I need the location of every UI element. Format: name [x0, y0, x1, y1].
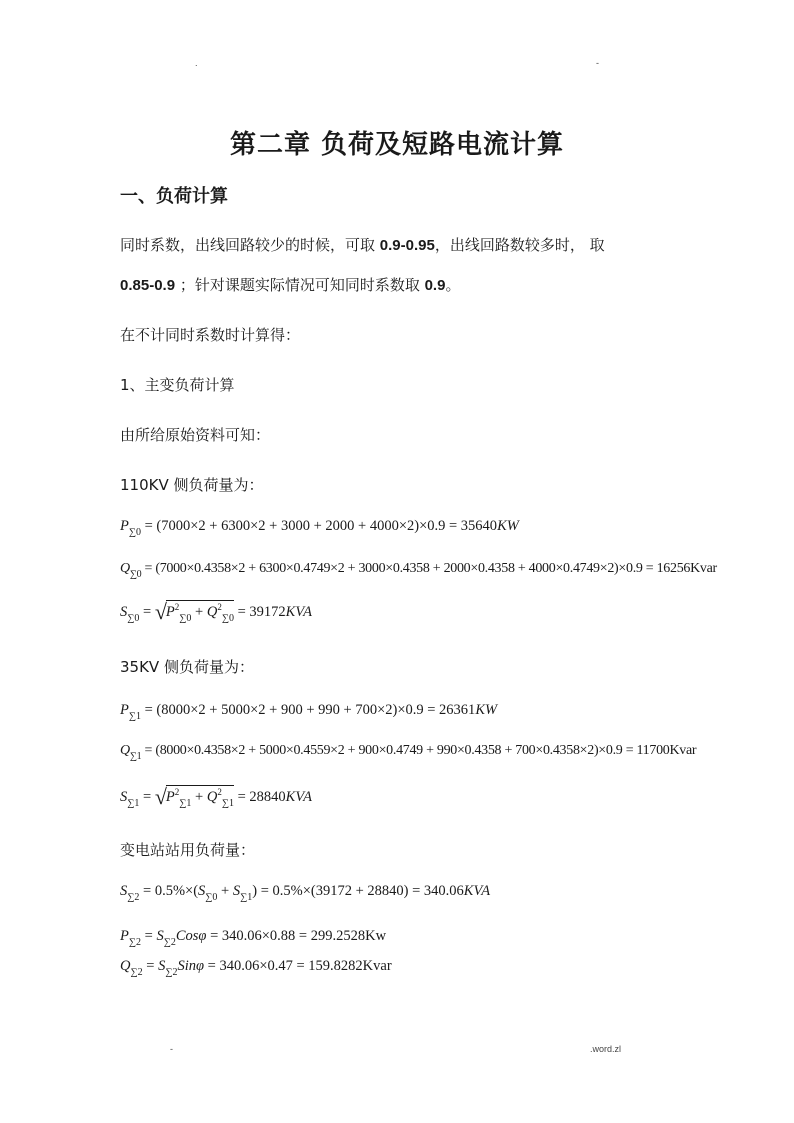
equation-q-sum0: $Q_{\sum 0} = (7000\times 0.4358\times 2 + 6300\times 0.4749\times 2 + 3000\times 0.4358 + 2000\times 0.4358 + 4000\times 0.4749\times 2)\times 0.9$ = 16256Kvar: [120, 561, 717, 580]
subheading-main-transformer: 1、主变负荷计算: [120, 376, 235, 394]
footer-right-mark: .word.zl: [590, 1044, 622, 1054]
radical-icon: √: [154, 599, 167, 624]
radical-icon: √: [154, 784, 167, 809]
equation-q-sum1: $Q_{\sum 1} = (8000\times 0.4358\times 2 + 5000\times 0.4559\times 2 + 900\times 0.4749 + 990\times 0.4358 + 700\times 0.4358\times 2)\times 0.9$ = 11700Kvar: [120, 743, 697, 762]
text-segment: 。: [445, 276, 461, 294]
equation-s-sum2: $S_{\sum 2} = 0.5\%\times(S_{\sum 0} + S_{\sum 1}) = 0.5\%\times(39172 + 28840) = 340.06KVA$: [120, 883, 491, 903]
section-heading: 一、负荷计算: [120, 186, 228, 207]
number-value: 0.9: [424, 277, 446, 294]
paragraph-no-coefficient: 在不计同时系数时计算得：: [120, 326, 301, 344]
equation-s-sum1: $S_{\sum 1} = √P^2_{\sum 1} + Q^2_{\sum 1} = 28840KVA$: [120, 784, 312, 809]
text-segment: 同时系数，出线回路较少的时候，可取: [120, 236, 380, 254]
number-range: 0.9-0.95: [379, 237, 435, 254]
paragraph-35kv-load: 35KV 侧负荷量为：: [120, 658, 254, 676]
paragraph-coefficient-line2: [120, 274, 460, 295]
chapter-title: 第二章 负荷及短路电流计算: [229, 130, 565, 160]
header-left-mark: .: [195, 58, 198, 68]
header-right-mark: -: [596, 58, 599, 68]
text-segment: ，出线回路数较多时， 取: [434, 236, 605, 254]
number-range: 0.85-0.9: [120, 277, 176, 294]
paragraph-station-load: 变电站站用负荷量：: [120, 841, 256, 859]
paragraph-source-data: 由所给原始资料可知：: [120, 426, 271, 444]
equation-p-sum0: $P_{\sum 0} = (7000\times 2 + 6300\times 2 + 3000 + 2000 + 4000\times 2)\times 0.9 = 35640KW$: [120, 518, 519, 538]
text-segment: ；针对课题实际情况可知同时系数取: [175, 276, 425, 294]
equation-s-sum0: $S_{\sum 0} = √P^2_{\sum 0} + Q^2_{\sum 0} = 39172KVA$: [120, 599, 312, 624]
paragraph-110kv-load: 110KV 侧负荷量为：: [120, 476, 264, 494]
paragraph-coefficient-line1: [120, 234, 605, 255]
equation-p-sum1: $P_{\sum 1} = (8000\times 2 + 5000\times 2 + 900 + 990 + 700\times 2)\times 0.9 = 26361KW$: [120, 702, 498, 722]
footer-left-mark: -: [170, 1044, 173, 1054]
equation-p-sum2: $P_{\sum 2} = S_{\sum 2}Cos\varphi = 340.06\times 0.88 = 299.2528Kw$: [120, 928, 387, 948]
equation-q-sum2: $Q_{\sum 2} = S_{\sum 2}Sin\varphi = 340.06\times 0.47$ = 159.8282Kvar: [120, 958, 392, 978]
